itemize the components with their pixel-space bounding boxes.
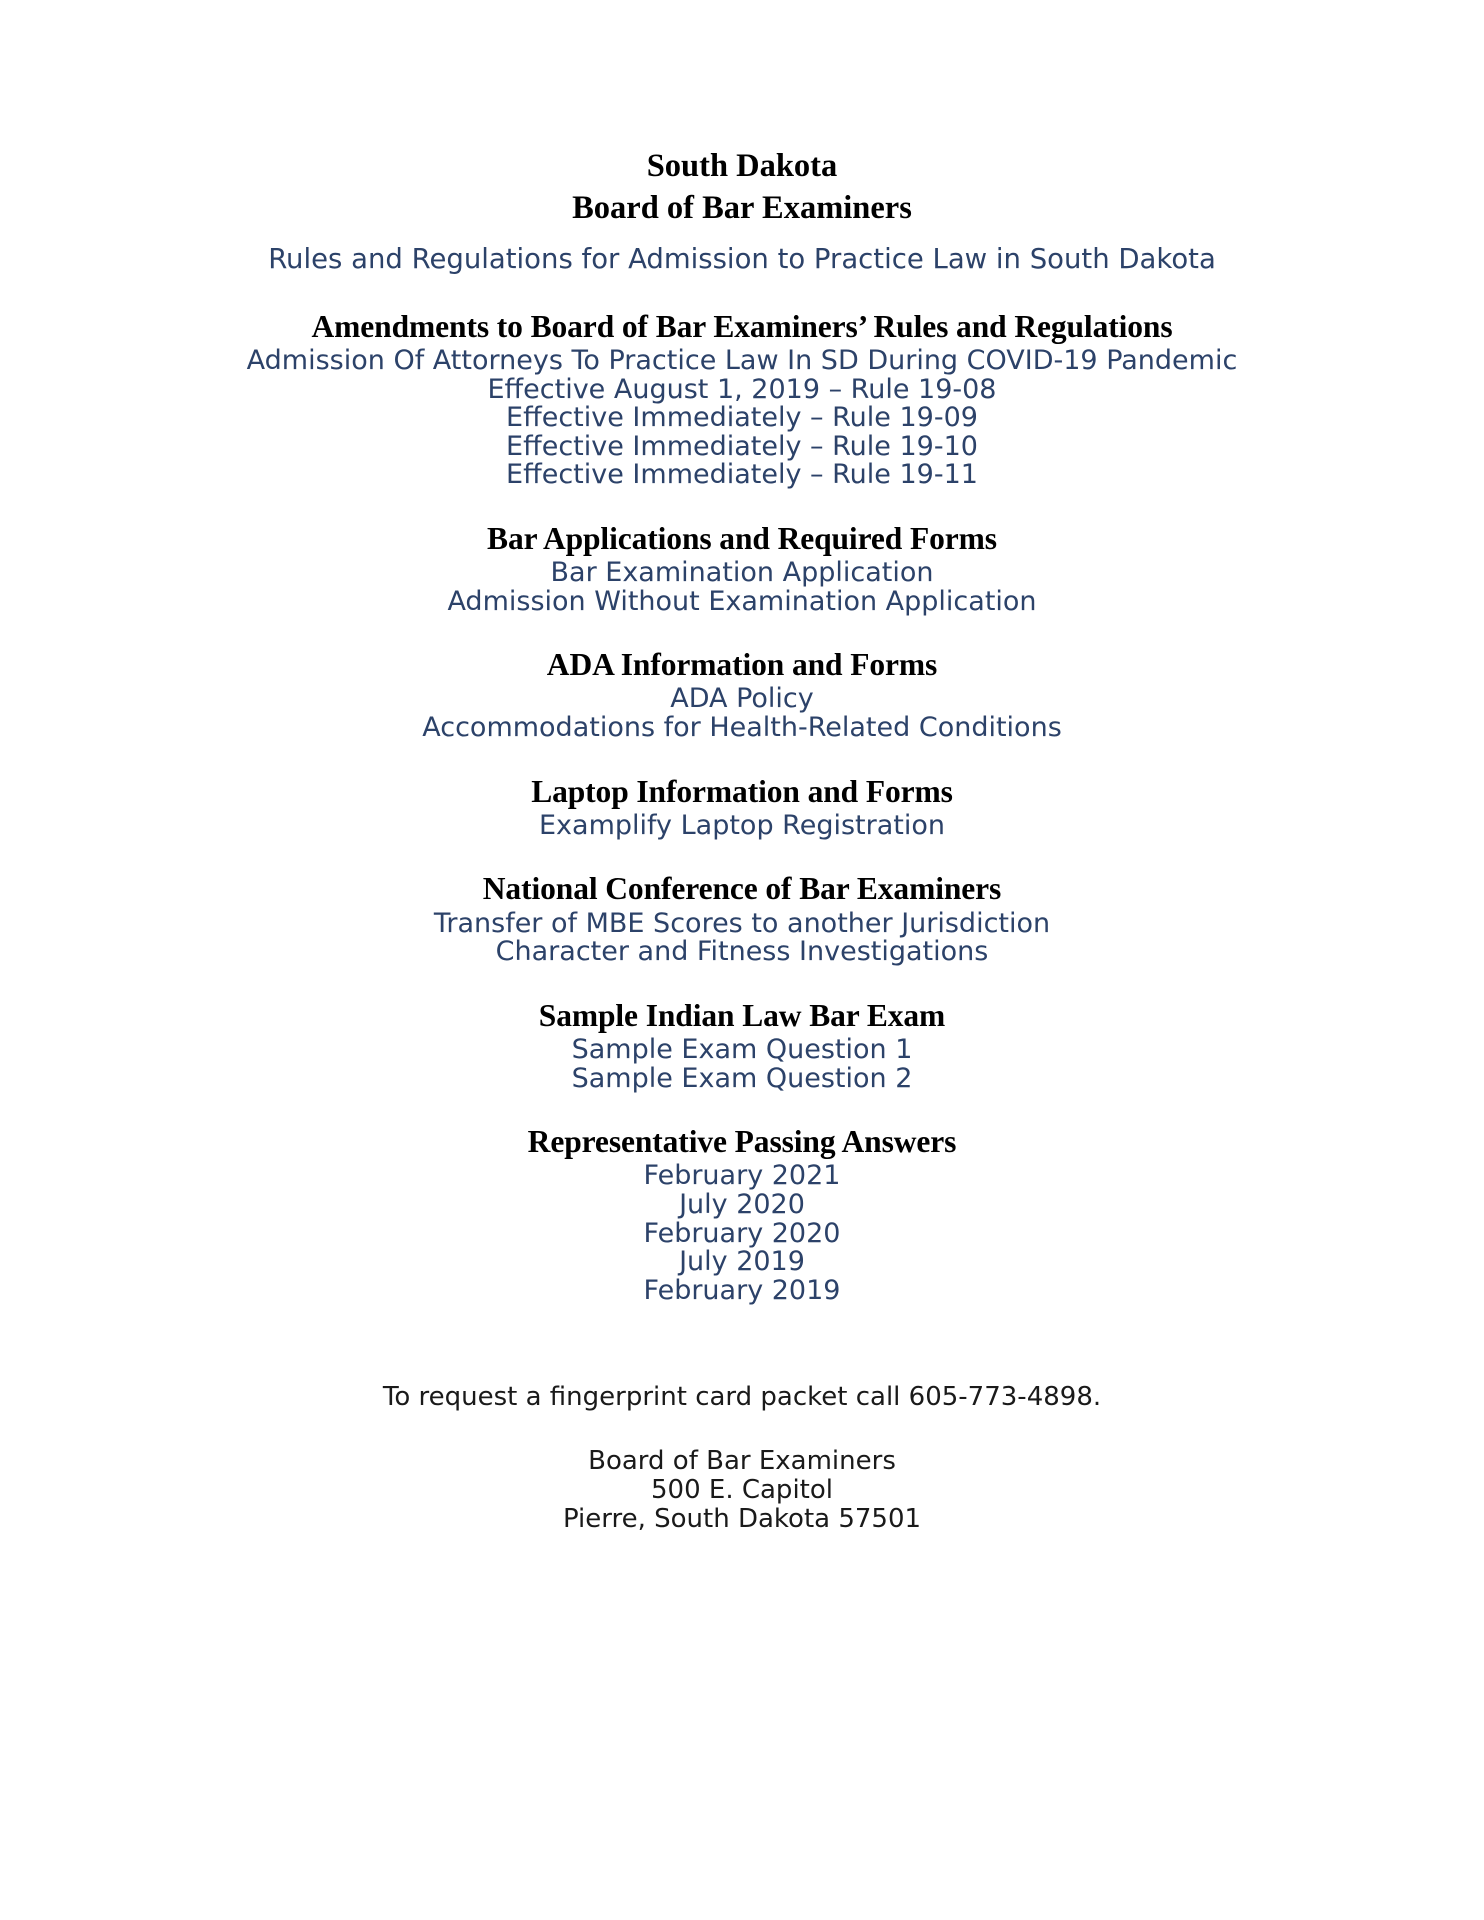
footer-fingerprint-notice — [0, 1383, 1484, 1412]
section-amendments — [0, 308, 1484, 490]
document-subtitle[interactable]: Rules and Regulations for Admission to Practice Law in South Dakota — [268, 242, 1216, 275]
link-transfer-mbe-scores[interactable]: Transfer of MBE Scores to another Jurisdiction — [433, 907, 1051, 939]
spacer — [0, 1305, 1484, 1383]
fingerprint-notice-text: To request a fingerprint card packet call 605-773-4898. — [382, 1382, 1102, 1413]
section-heading: ADA Information and Forms — [546, 647, 938, 683]
section-links — [0, 907, 1484, 968]
link-rule-19-09[interactable]: Effective Immediately – Rule 19-09 — [506, 402, 978, 434]
spacer — [0, 1093, 1484, 1123]
link-bar-examination-application[interactable]: Bar Examination Application — [550, 557, 934, 589]
section-links — [0, 559, 1484, 616]
spacer — [0, 840, 1484, 870]
section-links — [0, 1036, 1484, 1093]
title-line-1: South Dakota — [646, 148, 838, 184]
section-heading: Bar Applications and Required Forms — [487, 520, 997, 556]
section-heading: Laptop Information and Forms — [531, 773, 953, 809]
footer-address — [0, 1447, 1484, 1534]
spacer — [0, 490, 1484, 520]
section-links — [0, 685, 1484, 742]
link-admission-without-examination[interactable]: Admission Without Examination Application — [447, 585, 1037, 617]
link-sample-exam-question-1[interactable]: Sample Exam Question 1 — [571, 1034, 913, 1065]
link-sample-exam-question-2[interactable]: Sample Exam Question 2 — [571, 1062, 913, 1094]
spacer — [0, 1413, 1484, 1447]
link-february-2021[interactable]: February 2021 — [643, 1160, 841, 1192]
section-bar-applications — [0, 520, 1484, 616]
link-february-2019[interactable]: February 2019 — [643, 1274, 841, 1306]
section-links — [0, 1162, 1484, 1305]
spacer — [0, 616, 1484, 646]
address-line-street: 500 E. Capitol — [651, 1474, 833, 1505]
section-links — [0, 344, 1484, 491]
address-line-city-state-zip: Pierre, South Dakota 57501 — [562, 1503, 922, 1534]
spacer — [0, 967, 1484, 997]
spacer — [0, 743, 1484, 773]
link-july-2019[interactable]: July 2019 — [679, 1246, 805, 1278]
link-rule-19-11[interactable]: Effective Immediately – Rule 19-11 — [506, 459, 978, 491]
link-july-2020[interactable]: July 2020 — [679, 1188, 805, 1220]
link-covid-admission[interactable]: Admission Of Attorneys To Practice Law In SD During COVID-19 Pandemic — [246, 344, 1238, 376]
link-character-fitness[interactable]: Character and Fitness Investigations — [495, 936, 989, 968]
link-february-2020[interactable]: February 2020 — [643, 1217, 841, 1249]
link-health-accommodations[interactable]: Accommodations for Health-Related Conditions — [422, 712, 1062, 744]
section-ada — [0, 646, 1484, 742]
title-line-2: Board of Bar Examiners — [572, 190, 912, 227]
address-line-organization: Board of Bar Examiners — [588, 1445, 896, 1476]
section-heading: Amendments to Board of Bar Examiners’ Rules and Regulations — [311, 308, 1173, 344]
section-links — [0, 809, 1484, 841]
spacer — [0, 274, 1484, 308]
section-ncbe — [0, 870, 1484, 966]
section-laptop — [0, 773, 1484, 841]
link-examplify-laptop-registration[interactable]: Examplify Laptop Registration — [539, 809, 945, 841]
section-passing-answers — [0, 1123, 1484, 1305]
section-sample-indian-law-exam — [0, 997, 1484, 1093]
section-heading: Representative Passing Answers — [527, 1124, 957, 1160]
link-rule-19-08[interactable]: Effective August 1, 2019 – Rule 19-08 — [487, 373, 997, 405]
document-title — [0, 145, 1484, 274]
section-heading: Sample Indian Law Bar Exam — [538, 997, 946, 1033]
link-ada-policy[interactable]: ADA Policy — [670, 683, 814, 715]
section-heading: National Conference of Bar Examiners — [482, 871, 1002, 907]
link-rule-19-10[interactable]: Effective Immediately – Rule 19-10 — [506, 430, 978, 462]
